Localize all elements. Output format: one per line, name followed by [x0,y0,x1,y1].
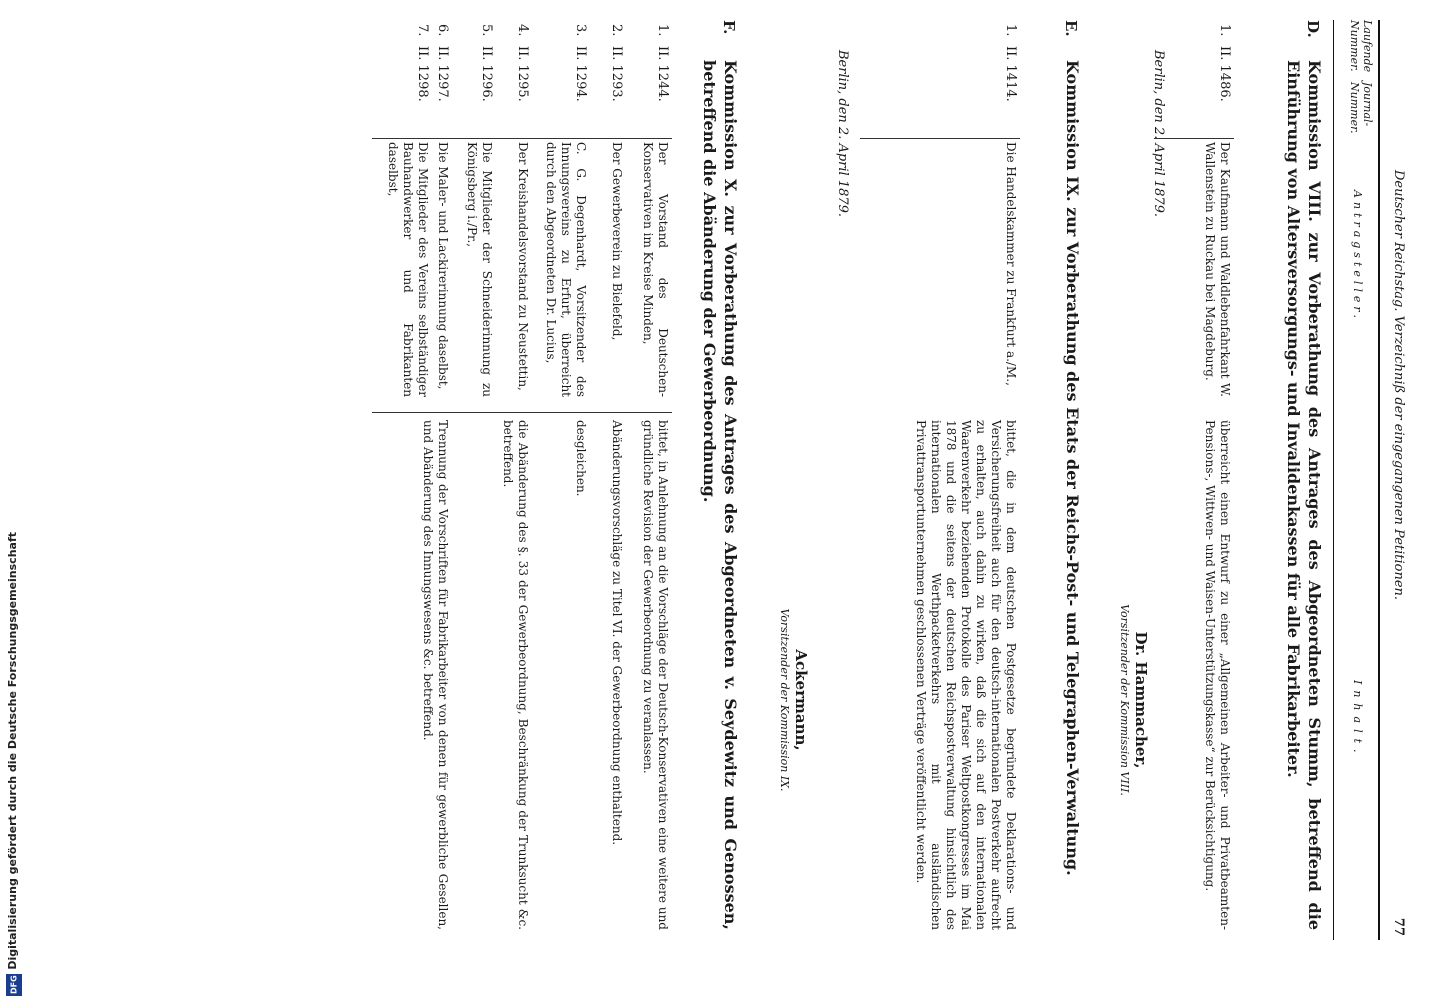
entry-number: 1. [1003,24,1018,37]
petitioner: Die Handelskammer zu Frankfurt a./M., [1004,142,1018,386]
petitioner: Der Kreishandelsvorstand zu Neustettin, [516,142,530,391]
section-letter: E. [1062,20,1080,37]
petition-content: überreicht einen Entwurf zu einer „Allgemeinen Arbeiter- und Privatbeamten-Pensions-, Wittwen- und Waisen-Unterstützungskasse“ zur Berücksichtigung. [1203,420,1232,930]
section-letter: D. [1304,20,1322,38]
journal-number: II. 1294. [573,46,588,102]
digitization-credit: Digitalisierung gefördert durch die Deutsche Forschungsgemeinschaft [6,532,19,970]
signer-name: Dr. Hammacher, [1132,631,1150,769]
petition-content: desgleichen. [574,420,588,497]
journal-number: II. 1295. [515,46,530,102]
scan-credit [4,0,24,1000]
petitioner: Die Maler- und Lackirerinnung daselbst, [436,142,450,390]
journal-number: II. 1293. [609,46,624,102]
document-page [150,20,1410,940]
entry-number: 3. [573,24,588,37]
column-rule [1154,138,1234,139]
entry-number: 5. [479,24,494,37]
running-head [1386,20,1406,940]
signer-role: Vorsitzender der Kommission IX. [778,608,792,792]
petitioner: Die Mitglieder der Schneiderinnung zu Königsberg i./Pr., [465,142,494,397]
section-title: Kommission X. zur Vorberathung des Antrages des Abgeordneten v. Seydewitz und Genossen, betreffend die Abänderung der Gewerbeordnung. [700,60,740,930]
petition-content: Trennung der Vorschriften für Fabrikarbeiter von denen für gewerbliche Gesellen, und Abänderung des Innungswesens &c. betreffend. [421,420,450,930]
running-title: Deutscher Reichstag. Verzeichniß der eingegangenen Petitionen. [1391,170,1406,601]
petition-content: die Abänderung des §. 33 der Gewerbeordnung, Beschränkung der Trunksucht &c. betreffend. [501,420,530,930]
journal-number: II. 1296. [479,46,494,102]
journal-number: II. 1298. [415,46,430,102]
entry-number: 7. [415,24,430,37]
entry-number: 1. [655,24,670,37]
dateline: Berlin, den 2. April 1879. [1151,50,1166,218]
page-number: 77 [1391,917,1406,936]
signer-name: Ackermann, [792,649,810,751]
signature-block [778,560,811,840]
rotated-page-content [150,20,1410,940]
header-rule-top [1378,20,1380,940]
petition-content: Abänderungsvorschläge zu Titel VI. der Gewerbeordnung enthaltend. [610,420,624,846]
entry-number: 1. [1217,24,1232,37]
column-header-antragsteller: Antragsteller. [1351,190,1364,322]
petitioner: Die Mitglieder des Vereins selbständiger Bauhandwerker und Fabrikanten daselbst, [386,142,430,397]
column-header-laufende-nummer: Laufende Nummer. [1347,20,1374,73]
petitioner: Der Kaufmann und Waldlebenfahrkant W. Wallenstein zu Ruckau bei Magdeburg. [1203,142,1232,397]
journal-number: II. 1244. [655,46,670,102]
entry-number: 2. [609,24,624,37]
entry-number: 4. [515,24,530,37]
petition-content: bittet, in Anlehnung an die Vorschläge der Deutsch-Konservativen eine weitere und gründliche Revision der Gewerbeordnung zu veranlassen. [641,420,670,930]
column-header-journal-nummer: Journal-Nummer. [1347,82,1374,134]
dateline: Berlin, den 2. April 1879. [835,50,850,218]
column-rule [372,412,672,413]
journal-number: II. 1414. [1003,46,1018,102]
petitioner: C. G. Degenhardt, Vorsitzender des Innungsvereins zu Erfurt, überreicht durch den Abgeordneten Dr. Lucius, [544,142,588,397]
column-header-inhalt: Inhalt. [1351,680,1364,759]
header-rule-bottom [1333,20,1334,940]
petitioner: Der Gewerbeverein zu Bielefeld, [610,142,624,341]
section-title: Kommission IX. zur Vorberathung des Etats der Reichs-Post- und Telegraphen-Verwaltung. [1063,60,1082,876]
journal-number: II. 1297. [435,46,450,102]
column-rule [860,138,1020,139]
column-rule [372,138,672,139]
section-letter: F. [720,20,738,35]
signer-role: Vorsitzender der Kommission VIII. [1118,604,1132,796]
entry-number: 6. [435,24,450,37]
dfg-logo-icon: DFG [6,974,22,996]
journal-number: II. 1486. [1217,46,1232,102]
signature-block [1118,560,1151,840]
section-title: Kommission VIII. zur Vorberathung des Antrages des Abgeordneten Stumm, betreffend die Einführung von Altersversorgungs- und Invalidenkassen für alle Fabrikarbeiter. [1284,60,1324,930]
petitioner: Der Vorstand des Deutschen-Konservativen im Kreise Minden, [641,142,670,397]
petition-content: bittet, die in dem deutschen Postgesetze begründete Deklarations- und Versicherungsfreiheit auch für den deutsch-internationalen Postverkehr aufrecht zu erhalten, auch dahin zu wirken, daß die sich auf den internationalen Waarenverkehr beziehenden Protokolle des Pariser Weltpostkongresses im Mai 1878 und die seitens der deutschen Reichspostverwaltung hinsichtlich des internationalen Werthpacketverkehrs mit ausländischen Privattransportunternehmen geschlossenen Verträge veröffentlicht werden. [914,420,1018,930]
